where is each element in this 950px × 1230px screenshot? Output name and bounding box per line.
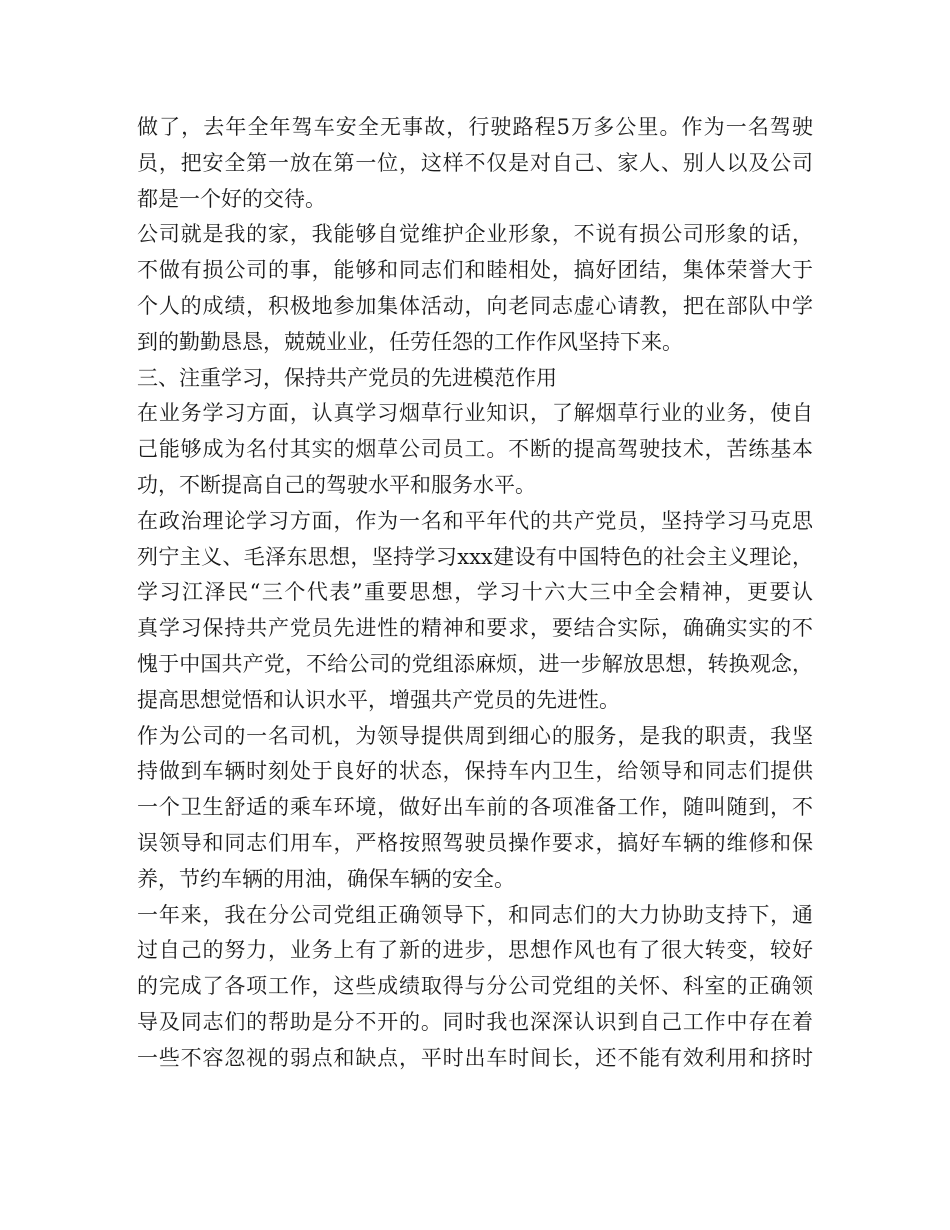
text-line: 养，节约车辆的用油，确保车辆的安全。	[137, 866, 515, 891]
text-line: 一年来，我在分公司党组正确领导下，和同志们的大力协助支持下，通	[137, 902, 813, 927]
document-body	[137, 110, 813, 1077]
text-line: 到的勤勤恳恳，兢兢业业，任劳任怨的工作作风坚持下来。	[137, 329, 683, 354]
text-line: 愧于中国共产党，不给公司的党组添麻烦，进一步解放思想，转换观念，	[137, 651, 813, 676]
text-line: 误领导和同志们用车，严格按照驾驶员操作要求，搞好车辆的维修和保	[137, 830, 813, 855]
text-line: 都是一个好的交待。	[137, 186, 326, 211]
text-line: 在业务学习方面，认真学习烟草行业知识，了解烟草行业的业务，使自	[137, 401, 813, 426]
text-line: 导及同志们的帮助是分不开的。同时我也深深认识到自己工作中存在着	[137, 1009, 813, 1034]
text-line: 公司就是我的家，我能够自觉维护企业形象，不说有损公司形象的话，	[137, 222, 813, 247]
text-line: 作为公司的一名司机，为领导提供周到细心的服务，是我的职责，我坚	[137, 723, 813, 748]
text-line: 学习江泽民“三个代表”重要思想，学习十六大三中全会精神，更要认	[137, 580, 813, 605]
text-line: 己能够成为名付其实的烟草公司员工。不断的提高驾驶技术，苦练基本	[137, 437, 813, 462]
text-line: 真学习保持共产党员先进性的精神和要求，要结合实际，确确实实的不	[137, 616, 813, 641]
text-line: 在政治理论学习方面，作为一名和平年代的共产党员，坚持学习马克思	[137, 508, 813, 533]
text-line: 做了，去年全年驾车安全无事故，行驶路程5万多公里。作为一名驾驶	[137, 115, 813, 139]
text-line: 不做有损公司的事，能够和同志们和睦相处，搞好团结，集体荣誉大于	[137, 258, 813, 283]
text-line: 功，不断提高自己的驾驶水平和服务水平。	[137, 472, 536, 497]
text-line: 的完成了各项工作，这些成绩取得与分公司党组的关怀、科室的正确领	[137, 974, 813, 999]
section-heading: 三、注重学习，保持共产党员的先进模范作用	[137, 365, 557, 390]
text-line: 员，把安全第一放在第一位，这样不仅是对自己、家人、别人以及公司	[137, 150, 813, 175]
text-line: 个人的成绩，积极地参加集体活动，向老同志虚心请教，把在部队中学	[137, 293, 813, 318]
text-line: 持做到车辆时刻处于良好的状态，保持车内卫生，给领导和同志们提供	[137, 759, 813, 784]
text-line: 一些不容忽视的弱点和缺点，平时出车时间长，还不能有效利用和挤时	[137, 1045, 813, 1070]
text-line: 提高思想觉悟和认识水平，增强共产党员的先进性。	[137, 687, 620, 712]
text-line: 一个卫生舒适的乘车环境，做好出车前的各项准备工作，随叫随到，不	[137, 795, 813, 820]
text-line: 列宁主义、毛泽东思想，坚持学习xxx建设有中国特色的社会主义理论，	[137, 544, 813, 569]
text-line: 过自己的努力，业务上有了新的进步，思想作风也有了很大转变，较好	[137, 938, 813, 963]
